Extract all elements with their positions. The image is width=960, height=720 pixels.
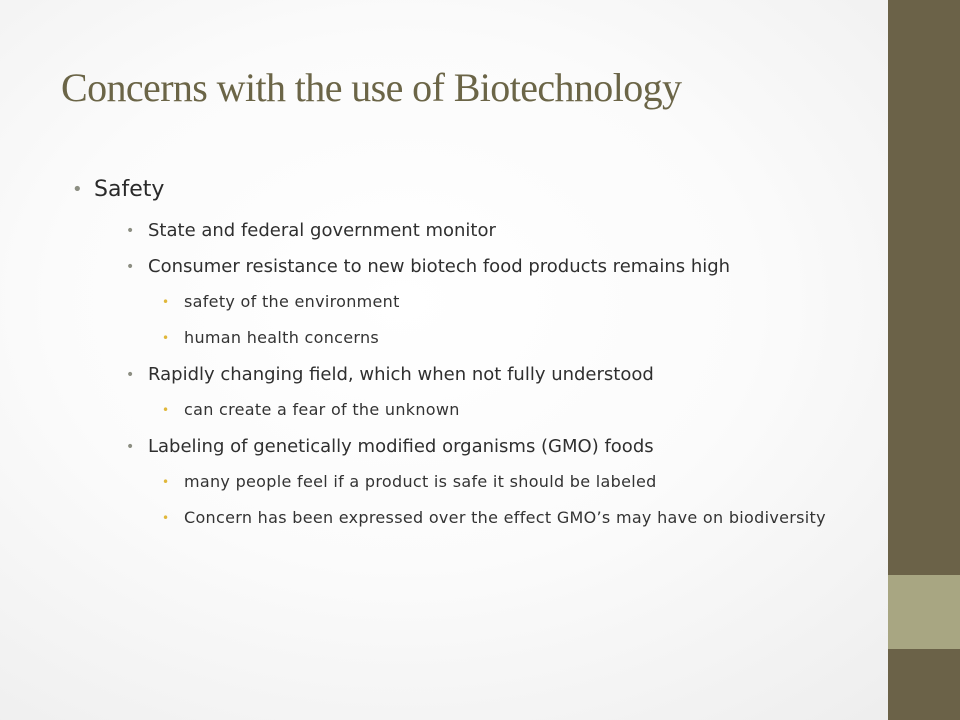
bullet-dot-icon: • xyxy=(126,439,135,455)
sub-bullet-text: Rapidly changing field, which when not fully understood xyxy=(148,364,654,385)
detail-bullet-environment xyxy=(162,290,852,314)
bullet-list xyxy=(72,174,852,530)
detail-bullet-labeled xyxy=(162,470,852,494)
detail-bullet-fear xyxy=(162,398,852,422)
slide-content xyxy=(72,174,852,542)
sub-bullet-list xyxy=(94,218,852,530)
sub-sub-bullet-list xyxy=(148,290,852,350)
bullet-dot-icon: • xyxy=(162,511,170,525)
sub-sub-bullet-list xyxy=(148,398,852,422)
bullet-dot-icon: • xyxy=(162,475,170,489)
detail-bullet-text: safety of the environment xyxy=(184,292,400,311)
sub-bullet-text: State and federal government monitor xyxy=(148,220,496,241)
side-bar-top-segment xyxy=(888,0,960,575)
sub-bullet-government-monitor xyxy=(126,218,852,244)
side-bar-bottom-segment xyxy=(888,649,960,720)
bullet-dot-icon: • xyxy=(162,295,170,309)
bullet-dot-icon: • xyxy=(162,403,170,417)
detail-bullet-biodiversity xyxy=(162,506,852,530)
bullet-dot-icon: • xyxy=(162,331,170,345)
bullet-dot-icon: • xyxy=(72,179,83,200)
detail-bullet-text: Concern has been expressed over the effect GMO’s may have on biodiversity xyxy=(184,508,826,527)
side-bar-middle-segment xyxy=(888,575,960,649)
sub-bullet-rapidly-changing xyxy=(126,362,852,422)
bullet-text: Safety xyxy=(94,177,165,202)
detail-bullet-health xyxy=(162,326,852,350)
bullet-dot-icon: • xyxy=(126,367,135,383)
sub-bullet-text: Labeling of genetically modified organisms (GMO) foods xyxy=(148,436,654,457)
sub-bullet-text: Consumer resistance to new biotech food products remains high xyxy=(148,256,731,277)
bullet-dot-icon: • xyxy=(126,259,135,275)
sub-bullet-labeling xyxy=(126,434,852,530)
bullet-safety xyxy=(72,174,852,530)
detail-bullet-text: many people feel if a product is safe it should be labeled xyxy=(184,472,657,491)
detail-bullet-text: can create a fear of the unknown xyxy=(184,400,460,419)
sub-bullet-consumer-resistance xyxy=(126,254,852,350)
detail-bullet-text: human health concerns xyxy=(184,328,380,347)
sub-sub-bullet-list xyxy=(148,470,852,530)
slide-title: Concerns with the use of Biotechnology xyxy=(61,65,682,110)
side-accent-bar xyxy=(888,0,960,720)
bullet-dot-icon: • xyxy=(126,223,135,239)
